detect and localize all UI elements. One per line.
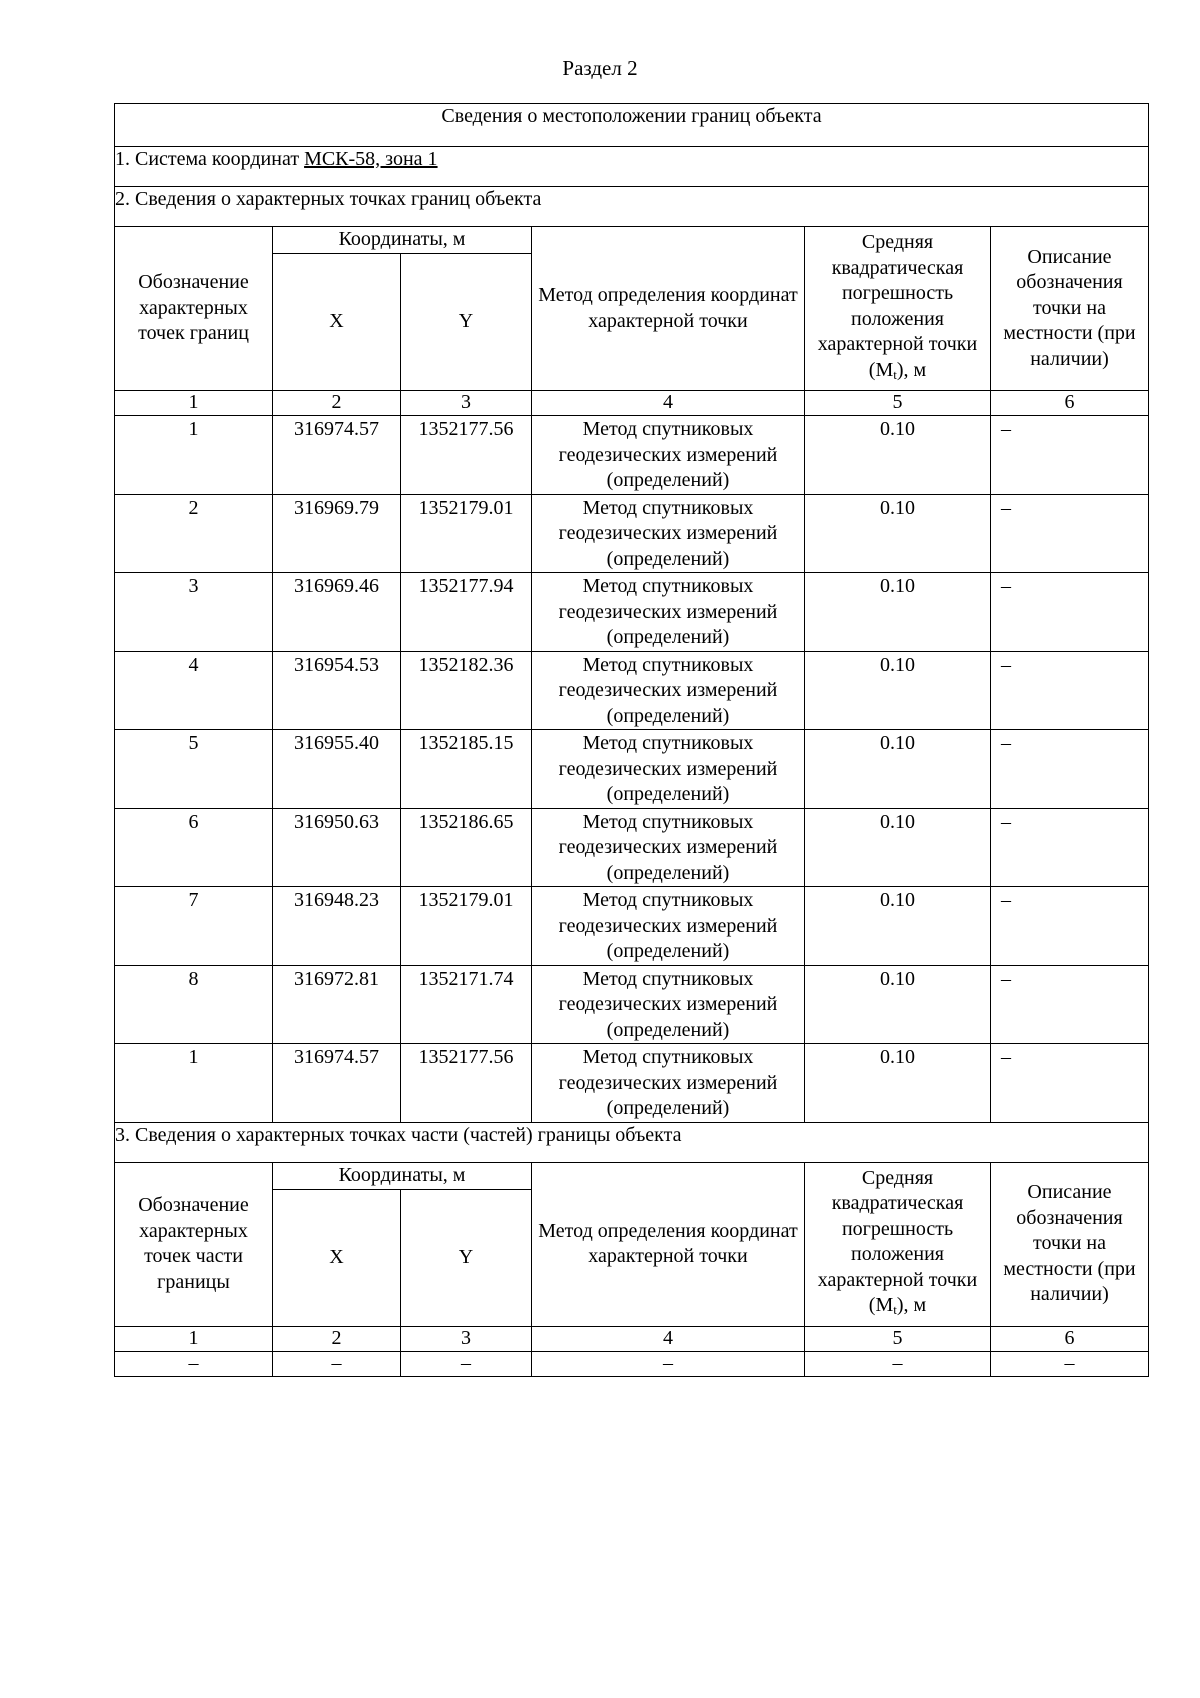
empty-cell: – bbox=[532, 1351, 805, 1376]
empty-cell: – bbox=[273, 1351, 401, 1376]
section-title: Сведения о местоположении границ объекта bbox=[115, 104, 1149, 147]
section3-column-numbers bbox=[115, 1326, 1149, 1351]
point-description: – bbox=[991, 416, 1149, 495]
coord-y: 1352177.56 bbox=[401, 1044, 532, 1123]
method: Метод спутниковых геодезических измерений (определений) bbox=[532, 1044, 805, 1123]
column-number: 4 bbox=[532, 1326, 805, 1351]
header-y: Y bbox=[401, 1189, 532, 1326]
coordinate-system bbox=[115, 147, 1149, 187]
empty-cell: – bbox=[115, 1351, 273, 1376]
header-mean-error-main: Средняя квадратическая погрешность положения характерной точки (M bbox=[817, 1166, 978, 1316]
header-method: Метод определения координат характерной точки bbox=[532, 227, 805, 391]
coord-x: 316969.46 bbox=[273, 573, 401, 652]
coord-x: 316974.57 bbox=[273, 1044, 401, 1123]
section2-title: 2. Сведения о характерных точках границ объекта bbox=[115, 187, 1149, 227]
header-method: Метод определения координат характерной точки bbox=[532, 1162, 805, 1326]
header-description: Описание обозначения точки на местности (при наличии) bbox=[991, 1162, 1149, 1326]
header-mean-error-sub: t bbox=[893, 1302, 897, 1317]
section2-column-numbers bbox=[115, 391, 1149, 416]
coordinate-system-label: 1. Система координат bbox=[115, 148, 300, 170]
page-heading: Раздел 2 bbox=[562, 56, 638, 80]
point-description: – bbox=[991, 1044, 1149, 1123]
table-row bbox=[115, 494, 1149, 573]
coord-y: 1352179.01 bbox=[401, 887, 532, 966]
mean-error: 0.10 bbox=[805, 494, 991, 573]
point-description: – bbox=[991, 494, 1149, 573]
method: Метод спутниковых геодезических измерений (определений) bbox=[532, 730, 805, 809]
point-designation: 3 bbox=[115, 573, 273, 652]
mean-error: 0.10 bbox=[805, 573, 991, 652]
method: Метод спутниковых геодезических измерений (определений) bbox=[532, 494, 805, 573]
header-mean-error-sub: t bbox=[893, 366, 897, 382]
section3-title-row bbox=[115, 1122, 1149, 1162]
point-designation: 2 bbox=[115, 494, 273, 573]
column-number: 6 bbox=[991, 1326, 1149, 1351]
table-row bbox=[115, 651, 1149, 730]
column-number: 1 bbox=[115, 391, 273, 416]
point-designation: 1 bbox=[115, 1044, 273, 1123]
coord-y: 1352185.15 bbox=[401, 730, 532, 809]
mean-error: 0.10 bbox=[805, 887, 991, 966]
mean-error: 0.10 bbox=[805, 808, 991, 887]
coord-y: 1352177.94 bbox=[401, 573, 532, 652]
coord-x: 316950.63 bbox=[273, 808, 401, 887]
table-row bbox=[115, 887, 1149, 966]
method: Метод спутниковых геодезических измерений (определений) bbox=[532, 808, 805, 887]
section2-header-row bbox=[115, 227, 1149, 254]
coord-y: 1352171.74 bbox=[401, 965, 532, 1044]
coord-x: 316969.79 bbox=[273, 494, 401, 573]
header-mean-error-tail: ), м bbox=[896, 1294, 927, 1316]
header-coordinates: Координаты, м bbox=[273, 227, 532, 254]
table-row bbox=[115, 416, 1149, 495]
point-designation: 1 bbox=[115, 416, 273, 495]
point-description: – bbox=[991, 965, 1149, 1044]
mean-error: 0.10 bbox=[805, 416, 991, 495]
coord-x: 316948.23 bbox=[273, 887, 401, 966]
header-mean-error bbox=[805, 227, 991, 391]
method: Метод спутниковых геодезических измерений (определений) bbox=[532, 651, 805, 730]
coord-y: 1352182.36 bbox=[401, 651, 532, 730]
coord-x: 316972.81 bbox=[273, 965, 401, 1044]
header-mean-error bbox=[805, 1162, 991, 1326]
column-number: 2 bbox=[273, 391, 401, 416]
header-point-designation: Обозначение характерных точек части границы bbox=[115, 1162, 273, 1326]
method: Метод спутниковых геодезических измерений (определений) bbox=[532, 573, 805, 652]
header-description: Описание обозначения точки на местности (при наличии) bbox=[991, 227, 1149, 391]
coord-x: 316954.53 bbox=[273, 651, 401, 730]
empty-cell: – bbox=[805, 1351, 991, 1376]
section3-header-row bbox=[115, 1162, 1149, 1189]
section-title-row bbox=[115, 104, 1149, 147]
method: Метод спутниковых геодезических измерений (определений) bbox=[532, 416, 805, 495]
method: Метод спутниковых геодезических измерений (определений) bbox=[532, 965, 805, 1044]
header-x: X bbox=[273, 254, 401, 391]
point-designation: 5 bbox=[115, 730, 273, 809]
column-number: 5 bbox=[805, 1326, 991, 1351]
point-description: – bbox=[991, 808, 1149, 887]
boundary-table bbox=[114, 103, 1149, 1377]
mean-error: 0.10 bbox=[805, 965, 991, 1044]
column-number: 2 bbox=[273, 1326, 401, 1351]
header-mean-error-tail: ), м bbox=[896, 358, 927, 381]
point-description: – bbox=[991, 730, 1149, 809]
table-row bbox=[115, 965, 1149, 1044]
header-coordinates: Координаты, м bbox=[273, 1162, 532, 1189]
coord-y: 1352179.01 bbox=[401, 494, 532, 573]
empty-cell: – bbox=[991, 1351, 1149, 1376]
column-number: 3 bbox=[401, 1326, 532, 1351]
coord-x: 316955.40 bbox=[273, 730, 401, 809]
coord-x: 316974.57 bbox=[273, 416, 401, 495]
column-number: 3 bbox=[401, 391, 532, 416]
column-number: 6 bbox=[991, 391, 1149, 416]
section3-empty-row bbox=[115, 1351, 1149, 1376]
mean-error: 0.10 bbox=[805, 730, 991, 809]
column-number: 5 bbox=[805, 391, 991, 416]
point-description: – bbox=[991, 887, 1149, 966]
coord-y: 1352186.65 bbox=[401, 808, 532, 887]
coord-y: 1352177.56 bbox=[401, 416, 532, 495]
column-number: 1 bbox=[115, 1326, 273, 1351]
table-row bbox=[115, 573, 1149, 652]
point-designation: 4 bbox=[115, 651, 273, 730]
coordinate-system-value: МСК-58, зона 1 bbox=[304, 148, 438, 170]
section2-title-row bbox=[115, 187, 1149, 227]
table-row bbox=[115, 1044, 1149, 1123]
point-description: – bbox=[991, 573, 1149, 652]
empty-cell: – bbox=[401, 1351, 532, 1376]
point-description: – bbox=[991, 651, 1149, 730]
coordinate-system-row bbox=[115, 147, 1149, 187]
point-designation: 7 bbox=[115, 887, 273, 966]
section3-title: 3. Сведения о характерных точках части (частей) границы объекта bbox=[115, 1122, 1149, 1162]
point-designation: 6 bbox=[115, 808, 273, 887]
column-number: 4 bbox=[532, 391, 805, 416]
table-row bbox=[115, 808, 1149, 887]
mean-error: 0.10 bbox=[805, 651, 991, 730]
table-row bbox=[115, 730, 1149, 809]
method: Метод спутниковых геодезических измерений (определений) bbox=[532, 887, 805, 966]
header-point-designation: Обозначение характерных точек границ bbox=[115, 227, 273, 391]
header-y: Y bbox=[401, 254, 532, 391]
mean-error: 0.10 bbox=[805, 1044, 991, 1123]
point-designation: 8 bbox=[115, 965, 273, 1044]
header-mean-error-main: Средняя квадратическая погрешность положения характерной точки (M bbox=[817, 231, 978, 381]
header-x: X bbox=[273, 1189, 401, 1326]
